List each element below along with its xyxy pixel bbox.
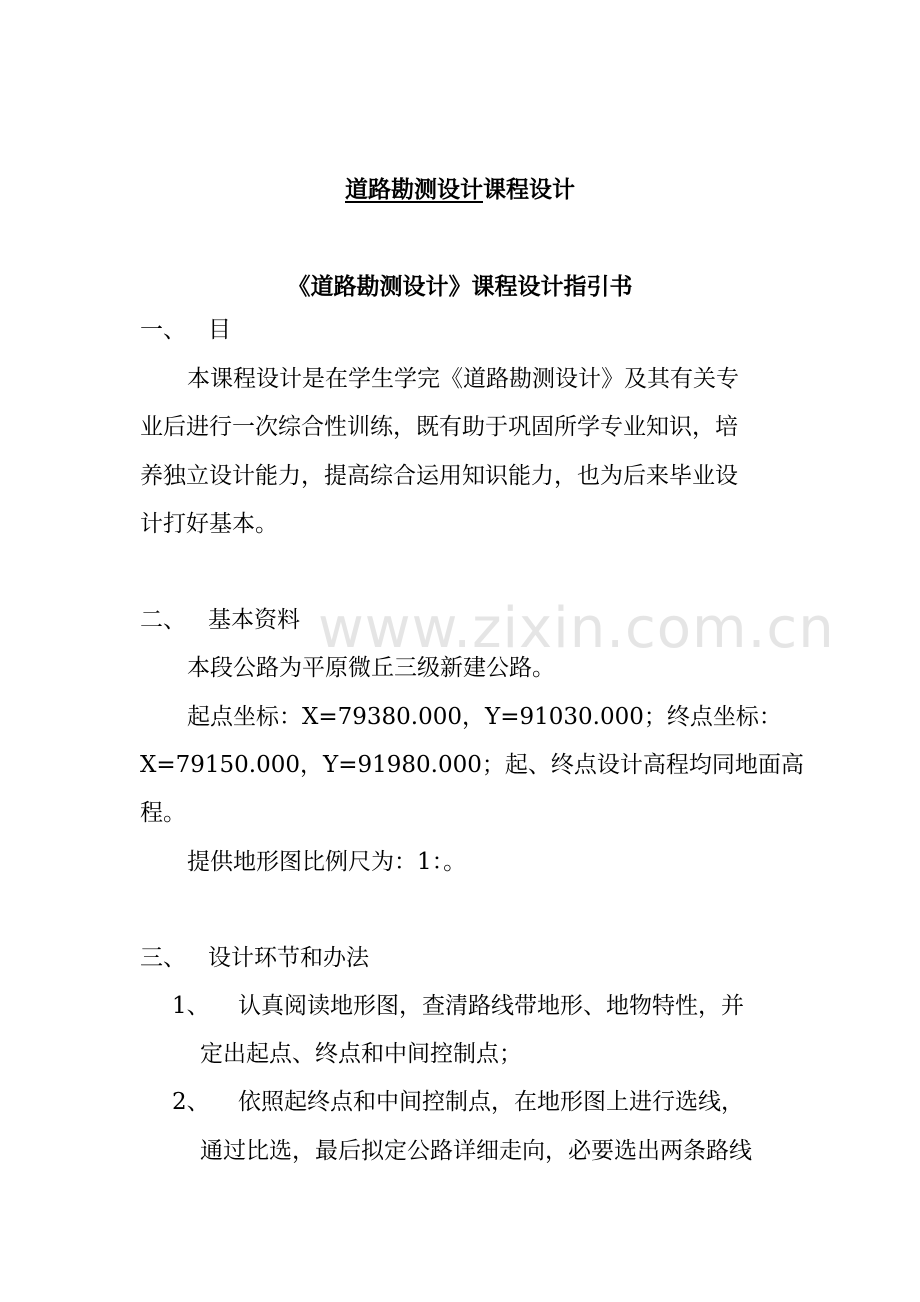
document-subtitle: 《道路勘测设计》课程设计指引书 [287,274,633,300]
paragraph-line: 养独立设计能力，提高综合运用知识能力，也为后来毕业设 [140,463,738,489]
title-rest: 课程设计 [483,177,575,203]
paragraph-line: 程。 [140,800,186,826]
watermark: www.zixin.com.cn [318,596,835,661]
list-item-number: 2、 [172,1089,210,1115]
list-item-line: 定出起点、终点和中间控制点； [200,1041,522,1067]
section-number: 一、 [140,317,186,343]
list-item-line: 认真阅读地形图，查清路线带地形、地物特性，并 [238,993,744,1019]
list-item-line: 通过比选，最后拟定公路详细走向，必要选出两条路线 [200,1138,752,1164]
section-title: 设计环节和办法 [208,945,369,971]
section-number: 二、 [140,607,186,633]
paragraph-line: 本段公路为平原微丘三级新建公路。 [187,655,555,681]
section-1-heading [140,315,231,345]
section-number: 三、 [140,945,186,971]
document-title [0,171,920,204]
paragraph-line: 计打好基本。 [140,511,278,537]
paragraph-line: 本课程设计是在学生学完《道路勘测设计》及其有关专 [187,366,739,392]
section-title: 基本资料 [208,607,300,633]
list-item-number: 1、 [172,993,210,1019]
title-underlined: 道路勘测设计 [345,177,483,203]
paragraph-line: 起点坐标：X=79380.000，Y=91030.000；终点坐标： [187,704,782,730]
paragraph-line: 提供地形图比例尺为：1：。 [187,849,467,875]
paragraph-line: 业后进行一次综合性训练，既有助于巩固所学专业知识，培 [140,414,738,440]
section-3-heading [140,943,369,973]
list-item-line: 依照起终点和中间控制点，在地形图上进行选线， [238,1089,744,1115]
section-2-heading [140,605,300,635]
paragraph-line: X=79150.000，Y=91980.000；起、终点设计高程均同地面高 [140,752,804,778]
section-title: 目 [208,317,231,343]
